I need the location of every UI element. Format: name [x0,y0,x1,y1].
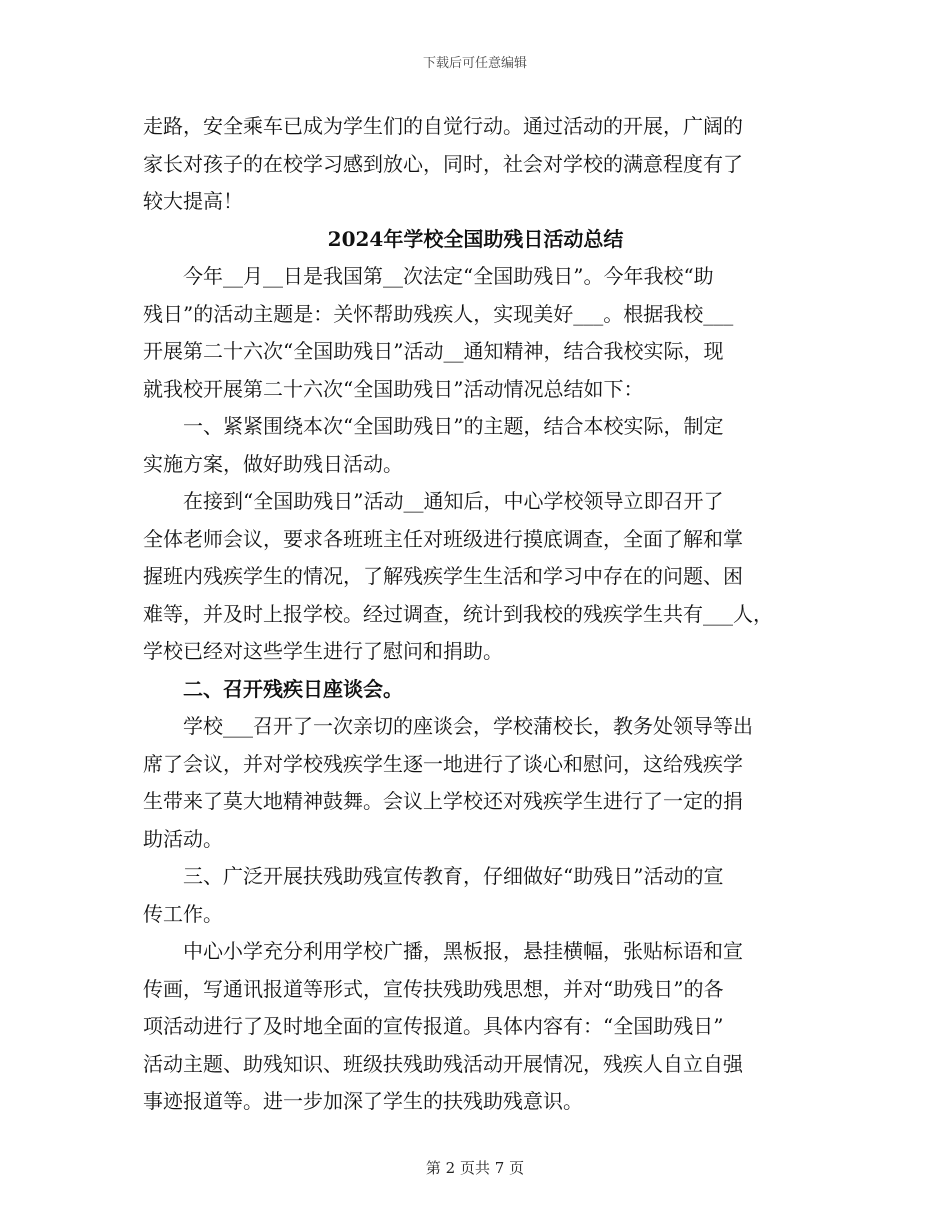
text-line: 事迹报道等。进一步加深了学生的扶残助残意识。 [143,1089,583,1113]
text-line: 就我校开展第二十六次“全国助残日”活动情况总结如下： [143,376,644,401]
text-line: 生带来了莫大地精神鼓舞。会议上学校还对残疾学生进行了一定的捐 [143,789,743,813]
text-line: 今年__月__日是我国第__次法定“全国助残日”。今年我校“助 [143,264,714,288]
text-line: 开展第二十六次“全国助残日”活动__通知精神，结合我校实际，现 [143,339,724,363]
text-line: 走路，安全乘车已成为学生们的自觉行动。通过活动的开展，广阔的 [143,114,743,138]
text-line: 残日”的活动主题是：关怀帮助残疾人，实现美好___。根据我校___ [143,301,734,326]
text-line: 中心小学充分利用学校广播，黑板报，悬挂横幅，张贴标语和宣 [143,939,743,963]
text-line: 一、紧紧围绕本次“全国助残日”的主题，结合本校实际，制定 [143,414,724,438]
page-header-note: 下载后可任意编辑 [422,56,527,71]
document-body [143,108,808,1121]
text-line: 全体老师会议，要求各班班主任对班级进行摸底调查，全面了解和掌 [143,526,743,551]
document-title: 2024年学校全国助残日活动总结 [327,226,624,251]
text-line: 三、广泛开展扶残助残宣传教育，仔细做好“助残日”活动的宣 [143,864,724,888]
text-line: 项活动进行了及时地全面的宣传报道。具体内容有：“全国助残日” [143,1014,724,1038]
text-line: 较大提高！ [143,189,243,213]
section-heading: 二、召开残疾日座谈会。 [143,676,403,701]
text-line: 学校已经对这些学生进行了慰问和捐助。 [143,639,503,663]
text-line: 传工作。 [143,901,223,926]
text-line: 席了会议，并对学校残疾学生逐一地进行了谈心和慰问，这给残疾学 [143,751,743,776]
text-line: 难等，并及时上报学校。经过调查，统计到我校的残疾学生共有___人， [143,601,773,626]
text-line: 实施方案，做好助残日活动。 [143,451,403,476]
text-line: 握班内残疾学生的情况，了解残疾学生生活和学习中存在的问题、困 [143,564,743,588]
text-line: 助活动。 [143,826,223,851]
page-number: 第 2 页共 7 页 [425,1159,525,1177]
text-line: 传画，写通讯报道等形式，宣传扶残助残思想，并对“助残日”的各 [143,976,724,1001]
text-line: 活动主题、助残知识、班级扶残助残活动开展情况，残疾人自立自强 [143,1051,743,1076]
text-line: 家长对孩子的在校学习感到放心，同时，社会对学校的满意程度有了 [143,151,743,176]
text-line: 学校___召开了一次亲切的座谈会，学校蒲校长，教务处领导等出 [143,714,753,738]
text-line: 在接到“全国助残日”活动__通知后，中心学校领导立即召开了 [143,489,724,513]
